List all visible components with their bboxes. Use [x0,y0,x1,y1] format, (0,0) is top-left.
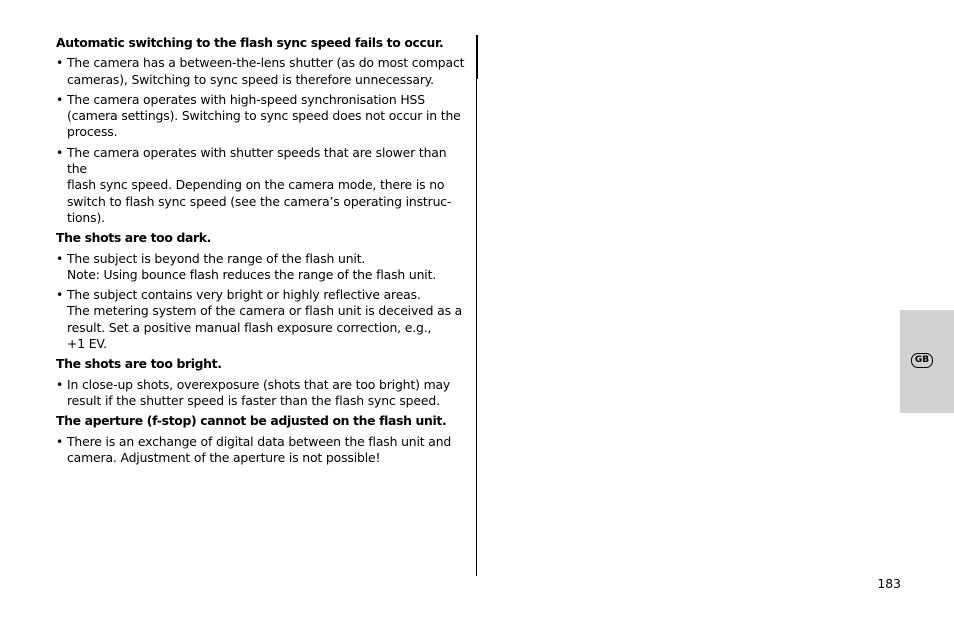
column-divider [476,35,477,576]
text-line: process. [67,124,118,140]
text-line: flash sync speed. Depending on the camera mode, there is no [67,177,445,193]
section-sync-speed [56,35,466,226]
text-line: • The subject contains very bright or highly reflective areas. [67,287,421,303]
language-badge: GB [911,353,933,368]
text-line: cameras), Switching to sync speed is therefore unnecessary. [67,71,434,87]
section-too-bright [56,356,466,409]
text-column [56,35,466,470]
text-line: result if the shutter speed is faster than the flash sync speed. [67,392,440,408]
section-aperture [56,413,466,466]
text-line: switch to flash sync speed (see the camera’s operating instruc- [67,193,452,209]
text-line: result. Set a positive manual flash exposure correction, e.g., [67,319,432,335]
list-item [56,145,466,226]
text-line: • The subject is beyond the range of the flash unit. [67,250,366,266]
column-divider-accent [476,35,478,79]
text-line: • The camera operates with high-speed synchronisation HSS [67,91,425,107]
section-heading: The shots are too bright. [56,356,222,372]
page-number: 183 [877,576,901,591]
text-line: The metering system of the camera or flash unit is deceived as a [67,303,463,319]
text-line: camera. Adjustment of the aperture is not possible! [67,449,381,465]
text-line: • In close-up shots, overexposure (shots that are too bright) may [67,376,451,392]
text-line: tions). [67,209,105,225]
text-line: • The camera has a between-the-lens shutter (as do most compact [67,55,465,71]
list-item [56,92,466,141]
list-item [56,55,466,88]
list-item [56,251,466,284]
list-item [56,287,466,352]
list-item [56,434,466,467]
section-heading: The shots are too dark. [56,230,212,246]
text-line: Note: Using bounce flash reduces the range of the flash unit. [67,266,437,282]
section-too-dark [56,230,466,352]
text-line: • The camera operates with shutter speeds that are slower than the [67,144,447,177]
text-line: +1 EV. [67,336,107,352]
text-line: • There is an exchange of digital data between the flash unit and [67,433,452,449]
list-item [56,377,466,410]
text-line: (camera settings). Switching to sync speed does not occur in the [67,108,461,124]
section-heading: The aperture (f-stop) cannot be adjusted on the flash unit. [56,413,447,429]
section-heading: Automatic switching to the flash sync speed fails to occur. [56,35,444,50]
